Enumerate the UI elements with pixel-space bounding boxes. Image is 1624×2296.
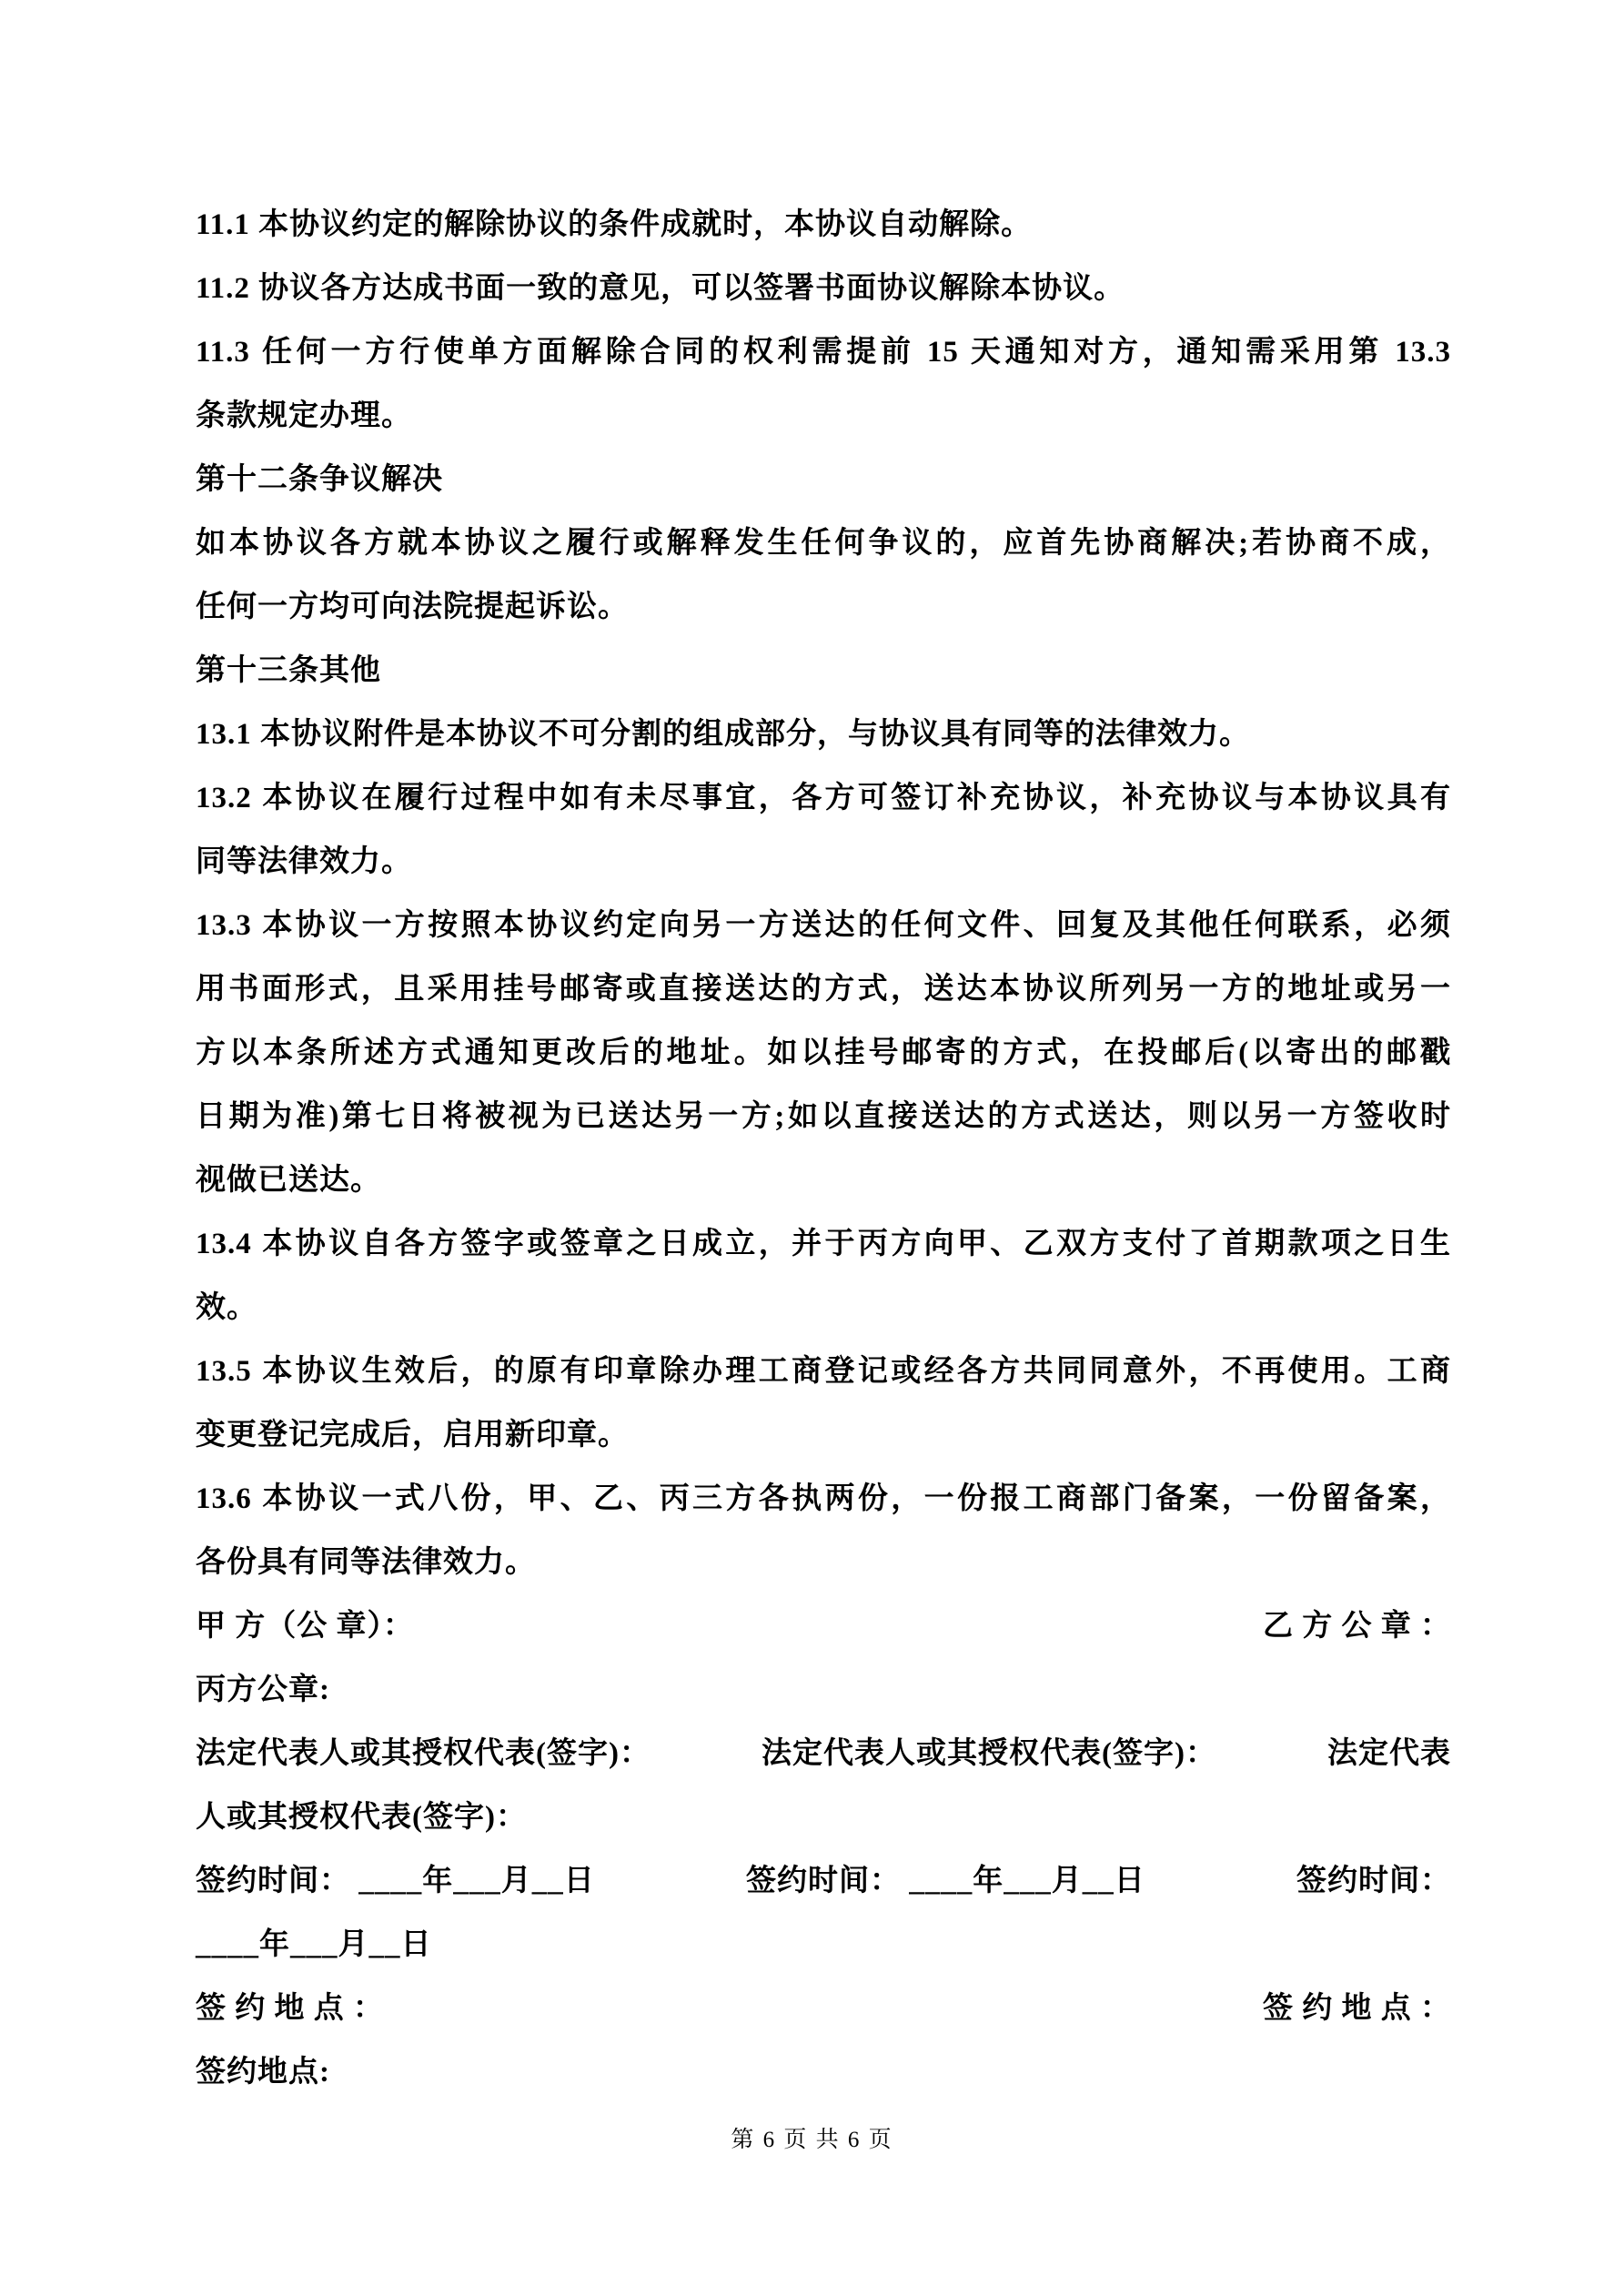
document-line: 效。 xyxy=(196,1291,257,1324)
signature-label: 签约时间： ____年___月__日 xyxy=(746,1865,1145,1897)
document-line: 11.3 任何一方行使单方面解除合同的权利需提前 15 天通知对方，通知需采用第 13.3 xyxy=(196,336,1451,369)
document-line: 各份具有同等法律效力。 xyxy=(196,1546,536,1579)
signature-label: 签约时间： ____年___月__日 xyxy=(196,1865,595,1897)
signature-label: 签约时间： xyxy=(1296,1865,1451,1897)
document-line: 日期为准)第七日将被视为已送达另一方;如以直接送达的方式送达，则以另一方签收时 xyxy=(196,1100,1451,1133)
signature-label: 签 约 地 点 ： xyxy=(196,1992,384,2025)
document-line: 13.6 本协议一式八份，甲、乙、丙三方各执两份，一份报工商部门备案，一份留备案， xyxy=(196,1482,1451,1515)
document-line: 方以本条所述方式通知更改后的地址。如以挂号邮寄的方式，在投邮后(以寄出的邮戳 xyxy=(196,1037,1451,1069)
document-line: 13.1 本协议附件是本协议不可分割的组成部分，与协议具有同等的法律效力。 xyxy=(196,718,1250,751)
document-line: 签约地点: xyxy=(196,2056,330,2089)
signature-label: 法定代表人或其授权代表(签字)： xyxy=(196,1737,651,1770)
document-line: 11.1 本协议约定的解除协议的条件成就时，本协议自动解除。 xyxy=(196,208,1033,241)
document-body xyxy=(196,193,1451,2104)
document-line xyxy=(196,1594,1451,1658)
document-line xyxy=(196,1977,1451,2040)
document-line: 变更登记完成后，启用新印章。 xyxy=(196,1419,629,1451)
document-line xyxy=(196,1849,1451,1913)
signature-label: 签 约 地 点 ： xyxy=(1263,1992,1451,2025)
document-line: 丙方公章: xyxy=(196,1674,330,1706)
page-number-footer: 第 6 页 共 6 页 xyxy=(731,2128,893,2152)
document-line: 第十二条争议解决 xyxy=(196,463,443,496)
document-line: 视做已送达。 xyxy=(196,1164,381,1197)
document-line: 11.2 协议各方达成书面一致的意见，可以签署书面协议解除本协议。 xyxy=(196,272,1125,305)
document-line: 13.5 本协议生效后，的原有印章除办理工商登记或经各方共同同意外，不再使用。工商 xyxy=(196,1355,1451,1388)
document-line: 13.4 本协议自各方签字或签章之日成立，并于丙方向甲、乙双方支付了首期款项之日生 xyxy=(196,1228,1451,1260)
document-line: 用书面形式，且采用挂号邮寄或直接送达的方式，送达本协议所列另一方的地址或另一 xyxy=(196,973,1451,1006)
document-line: 如本协议各方就本协议之履行或解释发生任何争议的，应首先协商解决;若协商不成， xyxy=(196,527,1451,560)
document-line xyxy=(196,1722,1451,1785)
document-line: 第十三条其他 xyxy=(196,654,381,687)
document-line: 任何一方均可向法院提起诉讼。 xyxy=(196,591,629,623)
document-line: 13.2 本协议在履行过程中如有未尽事宜，各方可签订补充协议，补充协议与本协议具有 xyxy=(196,782,1451,814)
document-line: 13.3 本协议一方按照本协议约定向另一方送达的任何文件、回复及其他任何联系，必须 xyxy=(196,909,1451,942)
signature-label: 甲 方（公 章）： xyxy=(196,1610,414,1643)
signature-label: 法定代表人或其授权代表(签字)： xyxy=(762,1737,1216,1770)
document-line: 人或其授权代表(签字)： xyxy=(196,1801,527,1834)
document-line: 同等法律效力。 xyxy=(196,845,412,878)
signature-label: 法定代表 xyxy=(1327,1737,1451,1770)
document-line: 条款规定办理。 xyxy=(196,400,412,432)
document-line: ____年___月__日 xyxy=(196,1928,432,1961)
signature-label: 乙 方 公 章 ： xyxy=(1263,1610,1451,1643)
